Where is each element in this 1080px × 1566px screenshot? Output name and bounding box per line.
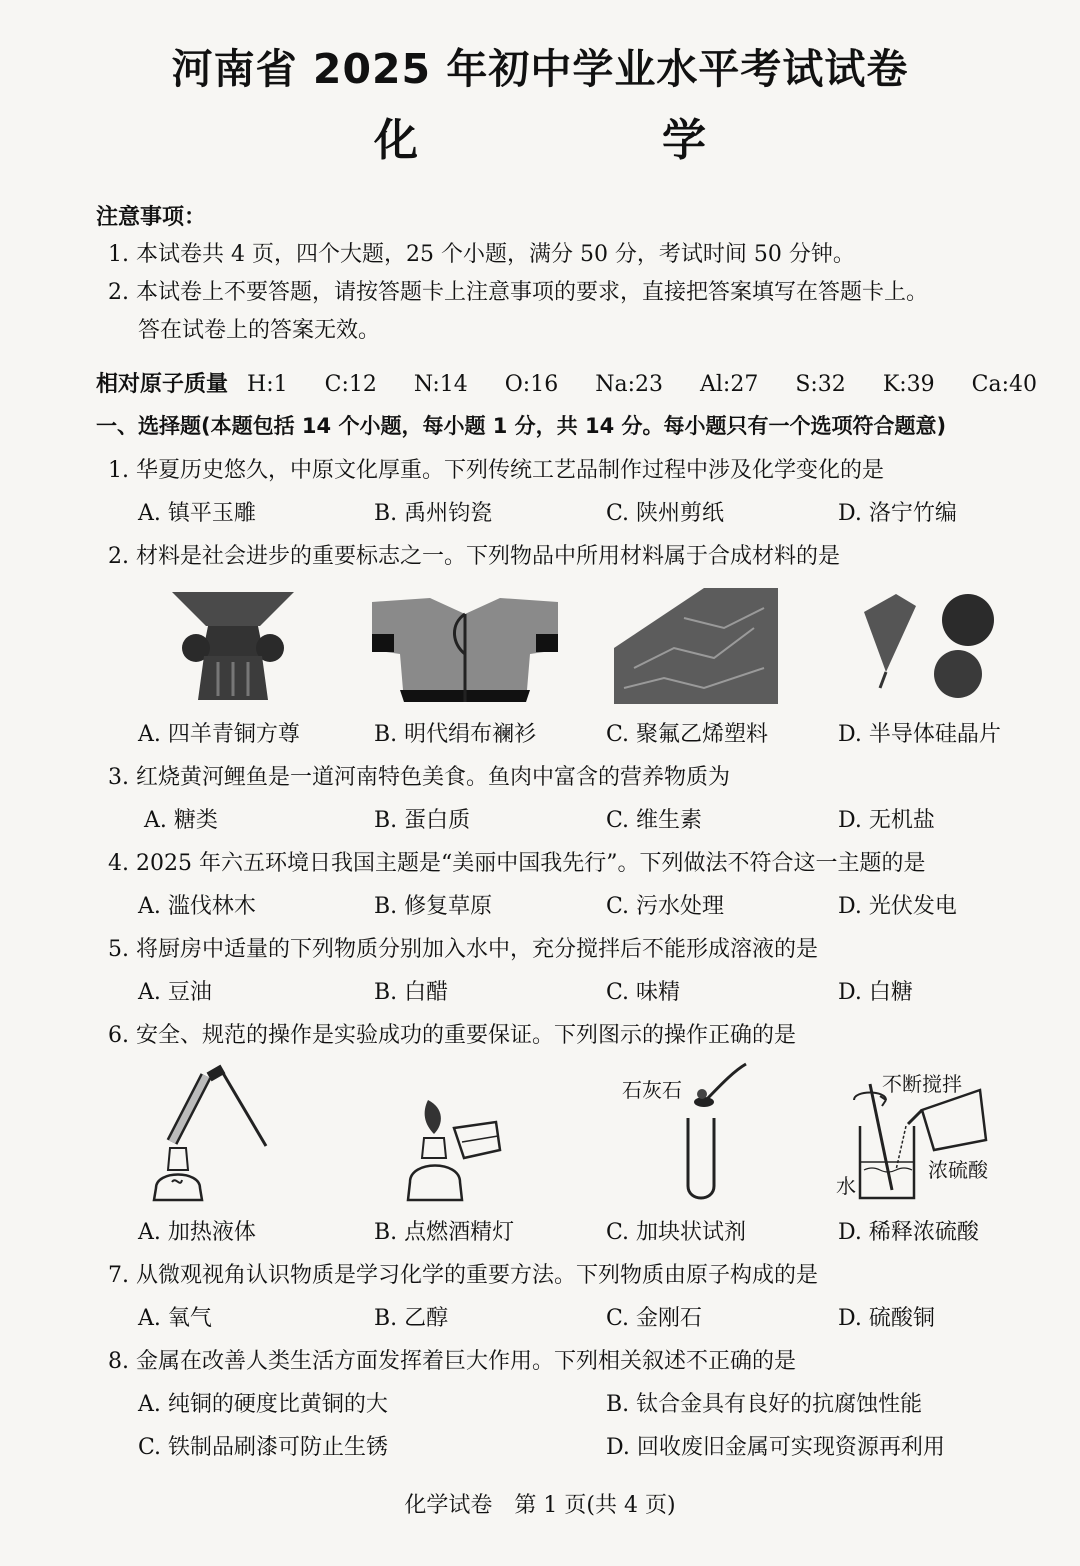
q3-option-a: A. 糖类 [144,808,218,833]
lighting-lamp-image [404,1094,504,1204]
q6-option-d: D. 稀释浓硫酸 [838,1220,979,1245]
q2-option-c: C. 聚氟乙烯塑料 [606,722,769,747]
subject-title: 化 学 [374,115,806,166]
q1-option-d: D. 洛宁竹编 [838,501,957,526]
q4-option-c: C. 污水处理 [606,894,725,919]
question-4-stem: 4. 2025 年六五环境日我国主题是“美丽中国我先行”。下列做法不符合这一主题的是 [108,851,926,876]
silicon-wafer-image [856,592,1002,704]
question-5-stem: 5. 将厨房中适量的下列物质分别加入水中，充分搅拌后不能形成溶液的是 [108,937,818,962]
plastic-image [614,588,778,704]
q1-option-b: B. 禹州钧瓷 [374,501,493,526]
robe-image [370,594,560,706]
water-label: 水 [836,1174,856,1198]
atomic-mass-h: H:1 [247,372,288,397]
question-8-stem: 8. 金属在改善人类生活方面发挥着巨大作用。下列相关叙述不正确的是 [108,1349,796,1374]
atomic-mass-k: K:39 [882,372,935,397]
question-1-stem: 1. 华夏历史悠久，中原文化厚重。下列传统工艺品制作过程中涉及化学变化的是 [108,458,884,483]
q5-option-b: B. 白醋 [374,980,449,1005]
test-tube-image [676,1060,756,1202]
conc-acid-label: 浓硫酸 [928,1158,988,1182]
q8-option-b: B. 钛合金具有良好的抗腐蚀性能 [606,1392,923,1417]
atomic-mass-o: O:16 [504,372,559,397]
notes-heading: 注意事项： [96,205,207,230]
q2-option-d: D. 半导体硅晶片 [838,722,1001,747]
page-footer: 化学试卷 第 1 页(共 4 页) [404,1493,676,1518]
question-7-stem: 7. 从微观视角认识物质是学习化学的重要方法。下列物质由原子构成的是 [108,1263,818,1288]
atomic-mass-c: C:12 [324,372,377,397]
q8-option-d: D. 回收废旧金属可实现资源再利用 [606,1435,945,1460]
q7-option-d: D. 硫酸铜 [838,1306,935,1331]
q4-option-d: D. 光伏发电 [838,894,957,919]
heating-liquid-image [150,1064,270,1204]
q2-option-a: A. 四羊青铜方尊 [138,722,300,747]
stir-label: 不断搅拌 [882,1072,962,1096]
question-3-stem: 3. 红烧黄河鲤鱼是一道河南特色美食。鱼肉中富含的营养物质为 [108,765,730,790]
note-item-2-cont: 答在试卷上的答案无效。 [138,318,381,343]
q4-option-b: B. 修复草原 [374,894,493,919]
q6-option-c: C. 加块状试剂 [606,1220,747,1245]
q2-option-b: B. 明代绢布襕衫 [374,722,537,747]
q1-option-c: C. 陕州剪纸 [606,501,725,526]
q7-option-b: B. 乙醇 [374,1306,449,1331]
section-1-heading: 一、选择题(本题包括 14 个小题，每小题 1 分，共 14 分。每小题只有一个选项符合题意) [96,414,947,438]
question-6-stem: 6. 安全、规范的操作是实验成功的重要保证。下列图示的操作正确的是 [108,1023,796,1048]
atomic-mass-n: N:14 [413,372,468,397]
q3-option-c: C. 维生素 [606,808,703,833]
q3-option-d: D. 无机盐 [838,808,935,833]
atomic-mass-ca: Ca:40 [971,372,1038,397]
q5-option-a: A. 豆油 [138,980,212,1005]
atomic-mass-label: 相对原子质量 [96,372,229,397]
q8-option-a: A. 纯铜的硬度比黄铜的大 [138,1392,388,1417]
q8-option-c: C. 铁制品刷漆可防止生锈 [138,1435,389,1460]
q4-option-a: A. 滥伐林木 [138,894,256,919]
limestone-label: 石灰石 [622,1078,682,1102]
q6-option-a: A. 加热液体 [138,1220,256,1245]
atomic-mass-row [96,367,1037,398]
exam-title: 河南省 2025 年初中学业水平考试试卷 [171,45,909,93]
q5-option-d: D. 白糖 [838,980,913,1005]
atomic-mass-al: Al:27 [699,372,759,397]
atomic-mass-s: S:32 [795,372,846,397]
q6-option-b: B. 点燃酒精灯 [374,1220,515,1245]
q1-option-a: A. 镇平玉雕 [138,501,256,526]
q7-option-a: A. 氧气 [138,1306,212,1331]
note-item-2: 2. 本试卷上不要答题，请按答题卡上注意事项的要求，直接把答案填写在答题卡上。 [108,280,928,305]
q5-option-c: C. 味精 [606,980,681,1005]
bronze-zun-image [168,586,298,704]
note-item-1: 1. 本试卷共 4 页，四个大题，25 个小题，满分 50 分，考试时间 50 分钟。 [108,242,855,267]
q3-option-b: B. 蛋白质 [374,808,471,833]
q7-option-c: C. 金刚石 [606,1306,703,1331]
atomic-mass-na: Na:23 [595,372,663,397]
question-2-stem: 2. 材料是社会进步的重要标志之一。下列物品中所用材料属于合成材料的是 [108,544,840,569]
